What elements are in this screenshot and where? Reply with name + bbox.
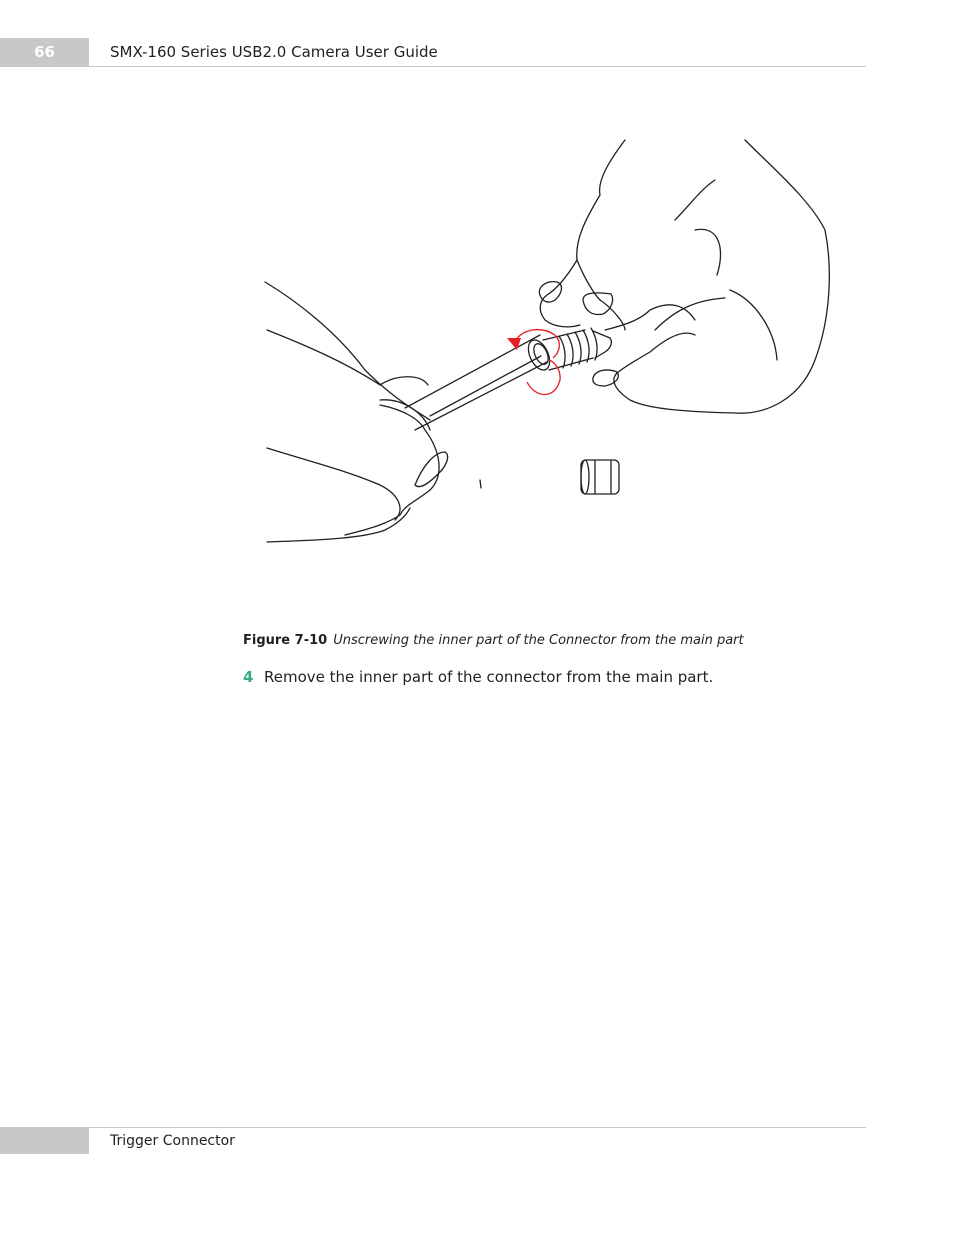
figure-caption-text: Unscrewing the inner part of the Connector from the main part [333,633,744,648]
left-thumbnail [415,452,448,487]
connector-illustration [255,130,845,550]
figure-label: Figure 7-10 [243,633,328,648]
footer-band [0,1127,89,1154]
right-nail-middle [583,293,613,315]
footer-divider [89,1127,866,1128]
right-hand-outline [577,140,625,300]
left-hand-outline [265,282,430,420]
rotation-arrowhead [507,338,521,350]
step-number: 4 [243,668,254,686]
step-text: Remove the inner part of the connector from the main part. [264,668,714,686]
step-item [243,667,713,687]
cable-lower-line [415,362,547,430]
document-title: SMX-160 Series USB2.0 Camera User Guide [110,43,438,61]
page-number: 66 [34,43,55,61]
section-title: Trigger Connector [110,1133,235,1149]
rotation-arrow-lower [527,360,560,395]
rotation-arrows [515,330,560,395]
cable-upper-line [405,335,540,408]
header-divider [89,66,866,67]
connector-front [524,337,554,374]
inner-connector-part [581,460,619,494]
figure-caption [243,632,744,650]
